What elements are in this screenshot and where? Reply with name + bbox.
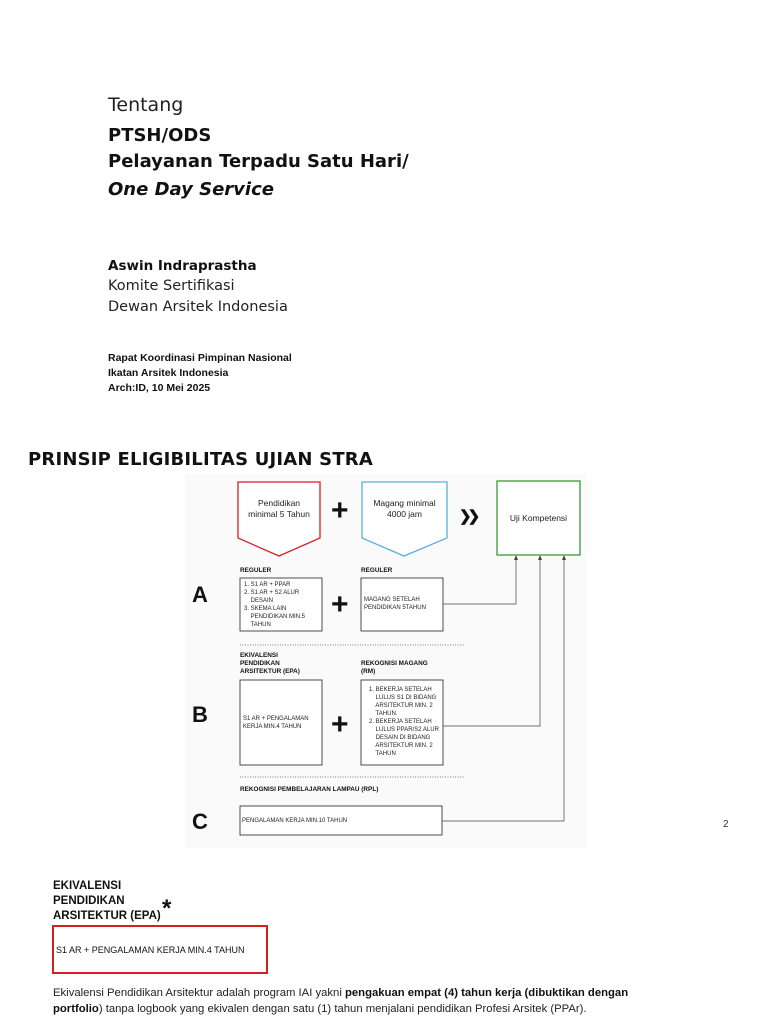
c-heading: REKOGNISI PEMBELAJARAN LAMPAU (RPL) <box>240 786 379 793</box>
a-left-item: DESAIN <box>244 598 274 604</box>
education-label-line2: minimal 5 Tahun <box>248 509 310 519</box>
row-c-letter: C <box>192 809 208 834</box>
desc-bold-text: pengakuan empat (4) tahun kerja (dibuktikan dengan portfolio <box>53 987 629 1015</box>
b-right-item: TAHUN <box>369 751 396 757</box>
b-right-heading <box>361 660 428 676</box>
a-left-list <box>244 581 322 629</box>
asterisk-mark: * <box>162 895 172 922</box>
cover-title-indonesian: Pelayanan Terpadu Satu Hari/ <box>108 151 409 172</box>
arrowhead-a <box>514 555 518 560</box>
plus-a: + <box>331 588 349 621</box>
epa-box-text: S1 AR + PENGALAMAN KERJA MIN.4 TAHUN <box>56 945 245 955</box>
b-right-heading-line: REKOGNISI MAGANG <box>361 660 428 667</box>
author-affiliation-1: Komite Sertifikasi <box>108 278 235 294</box>
a-left-item: TAHUN <box>244 622 271 628</box>
double-chevron-icon: ❯❯ <box>459 508 477 525</box>
b-right-item: 2. BEKERJA SETELAH <box>369 719 432 725</box>
internship-label-line1: Magang minimal <box>373 498 436 508</box>
cover-title-acronym: PTSH/ODS <box>108 125 212 146</box>
a-right-list <box>364 596 442 612</box>
b-left-item: S1 AR + PENGALAMAN <box>243 716 309 722</box>
row-b-letter: B <box>192 702 208 727</box>
a-right-heading: REGULER <box>361 567 393 574</box>
event-organization: Ikatan Arsitek Indonesia <box>108 367 229 379</box>
plus-b: + <box>331 708 349 741</box>
b-right-list <box>369 686 447 758</box>
b-right-item: 1. BEKERJA SETELAH <box>369 687 432 693</box>
epa-heading-line: EKIVALENSI <box>53 880 122 892</box>
result-label: Uji Kompetensi <box>509 513 568 523</box>
a-left-item: 1. S1 AR + PPAR <box>244 582 291 588</box>
internship-label-line2: 4000 jam <box>387 509 422 519</box>
plus-top: + <box>331 494 349 527</box>
education-label-line1: Pendidikan <box>257 498 301 508</box>
a-left-item: 2. S1 AR + S2 ALUR <box>244 590 300 596</box>
cover-title-english: One Day Service <box>108 179 274 200</box>
a-right-item: MAGANG SETELAH <box>364 597 420 603</box>
b-right-item: ARSITEKTUR MIN. 2 <box>369 703 433 709</box>
b-left-heading <box>240 652 300 676</box>
b-right-item: LULUS S1 DI BIDANG <box>369 695 437 701</box>
b-right-item: LULUS PPAR/S2 ALUR <box>369 727 439 733</box>
author-name: Aswin Indraprastha <box>108 258 257 274</box>
row-a-letter: A <box>192 582 208 607</box>
education-label <box>240 498 318 520</box>
a-right-item: PENDIDIKAN 5TAHUN <box>364 605 426 611</box>
connector-c <box>442 558 564 821</box>
a-left-item: PENDIDIKAN MIN.5 <box>244 614 306 620</box>
epa-description <box>53 986 653 1017</box>
b-right-item: ARSITEKTUR MIN. 2 <box>369 743 433 749</box>
b-left-item: KERJA MIN.4 TAHUN <box>243 724 302 730</box>
b-left-heading-line: ARSITEKTUR (EPA) <box>240 668 300 675</box>
section-title: PRINSIP ELIGIBILITAS UJIAN STRA <box>28 449 374 470</box>
connector-a <box>443 558 516 604</box>
b-right-heading-line: (RM) <box>361 668 376 675</box>
epa-heading-line: PENDIDIKAN <box>53 895 125 907</box>
event-date: Arch:ID, 10 Mei 2025 <box>108 382 211 394</box>
b-right-item: TAHUN. <box>369 711 398 717</box>
b-right-item: DESAIN DI BIDANG <box>369 735 431 741</box>
b-left-list <box>243 715 321 731</box>
b-left-heading-line: PENDIDIKAN <box>240 660 280 667</box>
a-left-heading: REGULER <box>240 567 272 574</box>
event-name: Rapat Koordinasi Pimpinan Nasional <box>108 352 292 364</box>
arrowhead-b <box>538 555 542 560</box>
epa-heading-line: ARSITEKTUR (EPA) <box>53 910 161 922</box>
connector-b <box>443 558 540 726</box>
author-affiliation-2: Dewan Arsitek Indonesia <box>108 299 288 315</box>
internship-label <box>364 498 445 520</box>
arrowhead-c <box>562 555 566 560</box>
b-left-heading-line: EKIVALENSI <box>240 652 278 659</box>
desc-text: Ekivalensi Pendidikan Arsitektur adalah program IAI yakni <box>53 987 345 999</box>
page-number: 2 <box>723 819 729 830</box>
c-item: PENGALAMAN KERJA MIN.10 TAHUN <box>242 818 348 824</box>
eligibility-diagram <box>185 474 587 848</box>
desc-text: ) tanpa logbook yang ekivalen dengan satu (1) tahun menjalani pendidikan Profesi Arsitek (PPAr). <box>98 1002 587 1015</box>
cover-about: Tentang <box>108 94 184 116</box>
a-left-item: 3. SKEMA LAIN <box>244 606 287 612</box>
